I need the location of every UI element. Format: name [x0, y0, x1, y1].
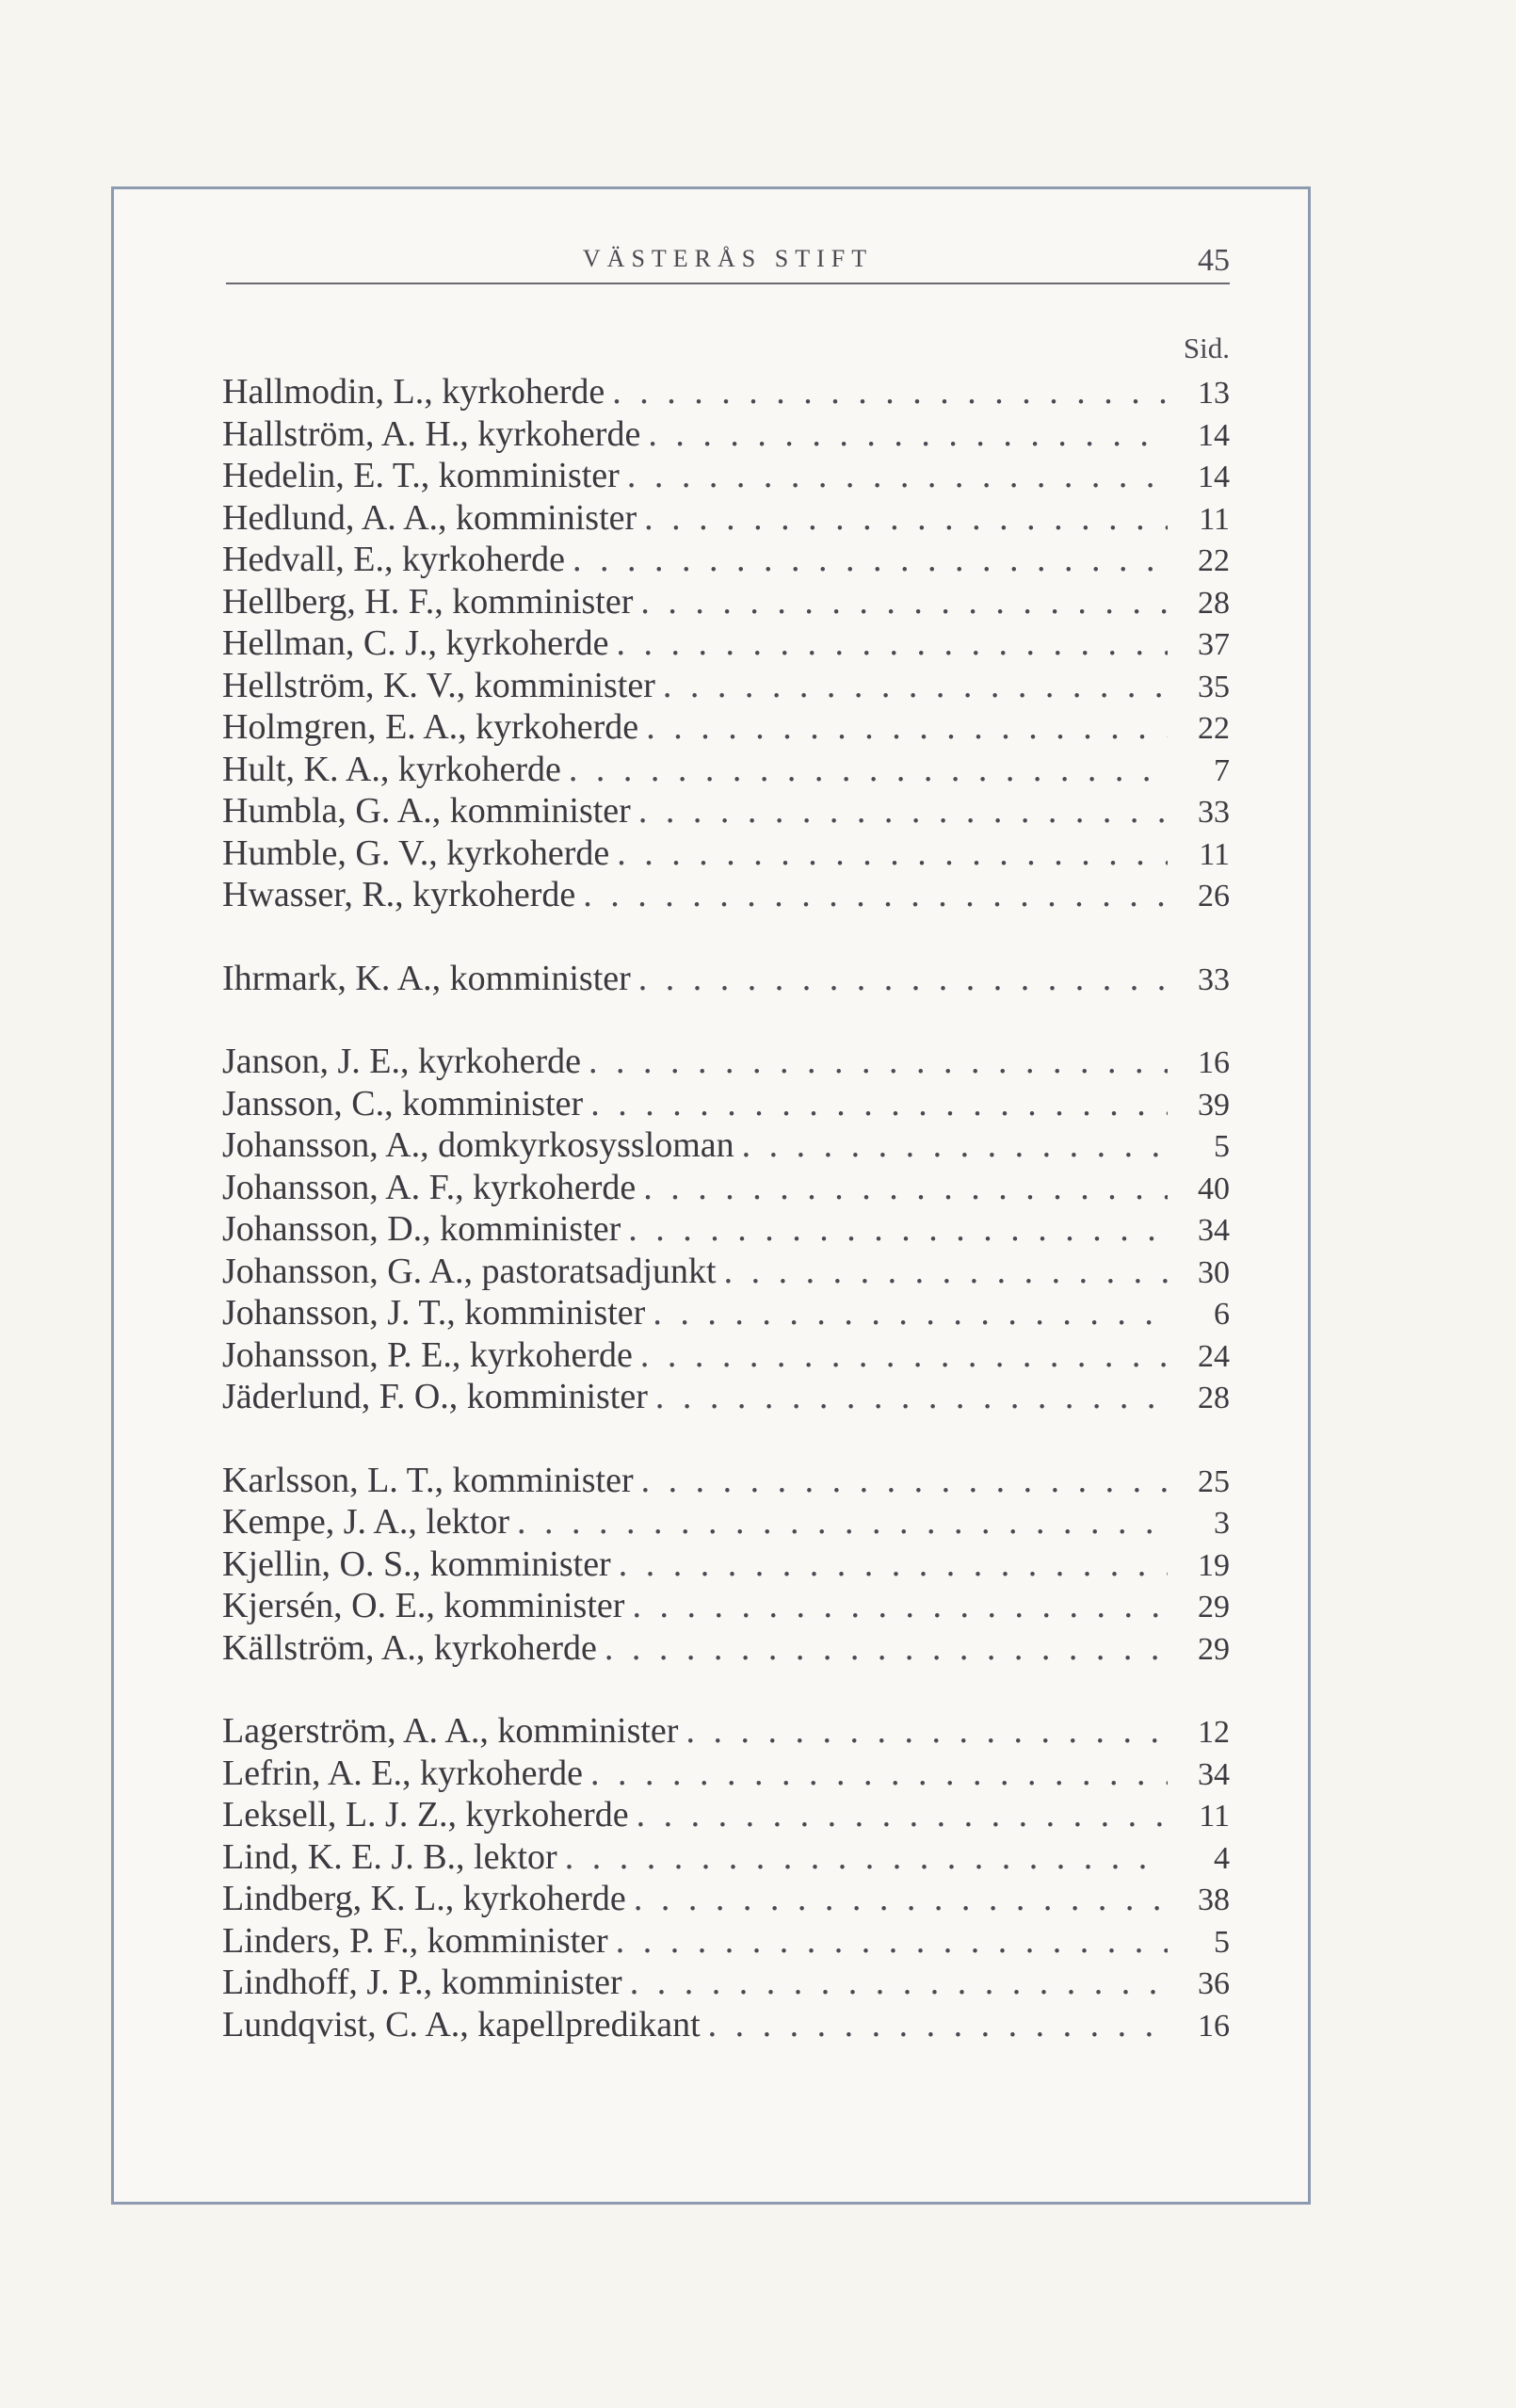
dot-leader [634, 1460, 1168, 1502]
index-entry [222, 2004, 1230, 2046]
index-entry [222, 790, 1230, 832]
index-entry [222, 455, 1230, 497]
entry-name: Jäderlund, F. O., komminister [222, 1377, 648, 1416]
entry-page: 7 [1214, 752, 1230, 788]
index-entry [222, 622, 1230, 665]
index-entry [222, 539, 1230, 581]
header-title: VÄSTERÅS STIFT [582, 245, 874, 272]
index-group [222, 958, 1230, 1000]
index-group [222, 1460, 1230, 1670]
entry-page: 13 [1198, 376, 1230, 411]
index-entry [222, 1543, 1230, 1586]
dot-leader [509, 1501, 1168, 1543]
dot-leader [631, 958, 1168, 1000]
index-entry [222, 1208, 1230, 1251]
dot-leader [605, 371, 1168, 413]
entry-page: 4 [1214, 1840, 1230, 1876]
index-entry [222, 1836, 1230, 1879]
entry-name: Hellström, K. V., komminister [222, 665, 655, 705]
entry-page: 28 [1198, 1381, 1230, 1415]
index-entry [222, 1124, 1230, 1167]
entry-page: 36 [1198, 1966, 1230, 2001]
dot-leader [575, 874, 1168, 916]
index-entry [222, 706, 1230, 749]
entry-page: 37 [1198, 627, 1230, 662]
dot-leader [631, 790, 1168, 832]
entry-name: Humbla, G. A., komminister [222, 791, 631, 831]
entry-name: Jansson, C., komminister [222, 1083, 584, 1123]
dot-leader [609, 832, 1168, 875]
entry-name: Johansson, D., komminister [222, 1209, 621, 1249]
dot-leader [557, 1836, 1168, 1879]
entry-page: 5 [1214, 1924, 1230, 1960]
entry-name: Hedelin, E. T., komminister [222, 456, 620, 495]
entry-page: 16 [1198, 2008, 1230, 2044]
entry-name: Johansson, J. T., komminister [222, 1293, 646, 1333]
entry-name: Humble, G. V., kyrkoherde [222, 832, 610, 873]
index-entry [222, 1334, 1230, 1377]
index-entry [222, 749, 1230, 791]
entry-page: 33 [1198, 795, 1230, 830]
dot-leader [633, 581, 1168, 623]
dot-leader [648, 1376, 1168, 1418]
index-entry [222, 1753, 1230, 1795]
entry-name: Johansson, P. E., kyrkoherde [222, 1334, 633, 1375]
dot-leader [626, 1878, 1168, 1920]
entry-page: 34 [1198, 1213, 1230, 1248]
index-entry [222, 413, 1230, 456]
index-entry [222, 1710, 1230, 1753]
entry-page: 11 [1199, 836, 1230, 872]
dot-leader [636, 1167, 1168, 1209]
entry-name: Hellman, C. J., kyrkoherde [222, 623, 609, 663]
dot-leader [597, 1627, 1168, 1670]
entry-page: 11 [1199, 1799, 1230, 1834]
page-number: 45 [1198, 243, 1230, 278]
entry-name: Hult, K. A., kyrkoherde [222, 749, 561, 789]
dot-leader [561, 749, 1168, 791]
index-group [222, 371, 1230, 916]
entry-page: 40 [1198, 1171, 1230, 1206]
entry-name: Johansson, A., domkyrkosyssloman [222, 1125, 734, 1165]
index-entry [222, 1167, 1230, 1209]
dot-leader [633, 1334, 1168, 1377]
entry-page: 19 [1198, 1547, 1230, 1583]
index-entry [222, 874, 1230, 916]
dot-leader [609, 622, 1168, 665]
entry-name: Hellberg, H. F., komminister [222, 581, 634, 622]
dot-leader [640, 413, 1168, 456]
index-entry [222, 1041, 1230, 1083]
dot-leader [701, 2004, 1168, 2046]
index-group [222, 1710, 1230, 2045]
dot-leader [583, 1083, 1168, 1125]
index-entry [222, 832, 1230, 875]
entry-name: Källström, A., kyrkoherde [222, 1627, 597, 1668]
entry-page: 3 [1214, 1506, 1230, 1541]
entry-name: Kjersén, O. E., komminister [222, 1586, 625, 1625]
entry-name: Janson, J. E., kyrkoherde [222, 1042, 581, 1081]
dot-leader [581, 1041, 1168, 1083]
dot-leader [678, 1710, 1168, 1753]
index-entry [222, 1962, 1230, 2004]
entry-page: 26 [1198, 879, 1230, 913]
entry-name: Karlsson, L. T., komminister [222, 1460, 634, 1500]
entry-page: 29 [1198, 1590, 1230, 1624]
entry-page: 12 [1198, 1715, 1230, 1750]
entry-page: 16 [1198, 1045, 1230, 1080]
dot-leader [638, 706, 1168, 749]
page-column-label: Sid. [1183, 331, 1230, 364]
index-entry [222, 1627, 1230, 1670]
entry-page: 34 [1198, 1756, 1230, 1792]
entry-name: Kjellin, O. S., komminister [222, 1543, 611, 1584]
entry-page: 22 [1198, 711, 1230, 746]
running-header [226, 237, 1230, 284]
dot-leader [637, 497, 1168, 540]
name-index [222, 371, 1230, 2087]
entry-name: Hallström, A. H., kyrkoherde [222, 413, 641, 454]
index-entry [222, 1292, 1230, 1334]
index-entry [222, 1251, 1230, 1293]
entry-name: Johansson, G. A., pastoratsadjunkt [222, 1251, 717, 1291]
entry-page: 14 [1198, 417, 1230, 453]
dot-leader [621, 1208, 1168, 1251]
entry-page: 22 [1198, 543, 1230, 578]
dot-leader [622, 1962, 1168, 2004]
entry-page: 30 [1198, 1254, 1230, 1290]
entry-name: Kempe, J. A., lektor [222, 1502, 510, 1542]
index-entry [222, 958, 1230, 1000]
dot-leader [608, 1920, 1168, 1963]
entry-name: Lindhoff, J. P., komminister [222, 1963, 622, 2002]
index-entry [222, 1794, 1230, 1836]
dot-leader [624, 1585, 1168, 1627]
index-entry [222, 497, 1230, 540]
entry-page: 11 [1199, 501, 1230, 537]
entry-page: 6 [1214, 1297, 1230, 1332]
entry-page: 39 [1198, 1087, 1230, 1123]
index-entry [222, 665, 1230, 707]
entry-name: Lefrin, A. E., kyrkoherde [222, 1753, 584, 1793]
entry-page: 38 [1198, 1883, 1230, 1917]
entry-name: Lundqvist, C. A., kapellpredikant [222, 2004, 701, 2044]
index-entry [222, 1585, 1230, 1627]
entry-page: 29 [1198, 1631, 1230, 1667]
index-entry [222, 1460, 1230, 1502]
entry-page: 5 [1214, 1129, 1230, 1164]
index-entry [222, 1878, 1230, 1920]
entry-name: Hallmodin, L., kyrkoherde [222, 372, 605, 412]
dot-leader [620, 455, 1168, 497]
entry-page: 28 [1198, 585, 1230, 621]
entry-name: Hedlund, A. A., komminister [222, 497, 637, 538]
entry-name: Lind, K. E. J. B., lektor [222, 1836, 557, 1877]
dot-leader [734, 1124, 1168, 1167]
entry-name: Lagerström, A. A., komminister [222, 1711, 679, 1751]
index-entry [222, 581, 1230, 623]
index-entry [222, 1501, 1230, 1543]
index-group [222, 1041, 1230, 1418]
dot-leader [611, 1543, 1168, 1586]
entry-name: Leksell, L. J. Z., kyrkoherde [222, 1795, 629, 1834]
entry-page: 33 [1198, 962, 1230, 997]
entry-page: 14 [1198, 460, 1230, 494]
entry-page: 24 [1198, 1338, 1230, 1374]
entry-name: Johansson, A. F., kyrkoherde [222, 1167, 637, 1207]
index-entry [222, 1376, 1230, 1418]
entry-page: 35 [1198, 669, 1230, 704]
dot-leader [629, 1794, 1168, 1836]
index-entry [222, 1083, 1230, 1125]
entry-page: 25 [1198, 1463, 1230, 1499]
entry-name: Lindberg, K. L., kyrkoherde [222, 1879, 626, 1918]
dot-leader [717, 1251, 1168, 1293]
entry-name: Hwasser, R., kyrkoherde [222, 875, 576, 914]
entry-name: Hedvall, E., kyrkoherde [222, 540, 566, 579]
entry-name: Ihrmark, K. A., komminister [222, 958, 631, 998]
dot-leader [583, 1753, 1168, 1795]
entry-name: Holmgren, E. A., kyrkoherde [222, 707, 639, 747]
index-entry [222, 371, 1230, 413]
dot-leader [565, 539, 1168, 581]
dot-leader [645, 1292, 1168, 1334]
dot-leader [655, 665, 1168, 707]
index-entry [222, 1920, 1230, 1963]
entry-name: Linders, P. F., komminister [222, 1920, 608, 1961]
